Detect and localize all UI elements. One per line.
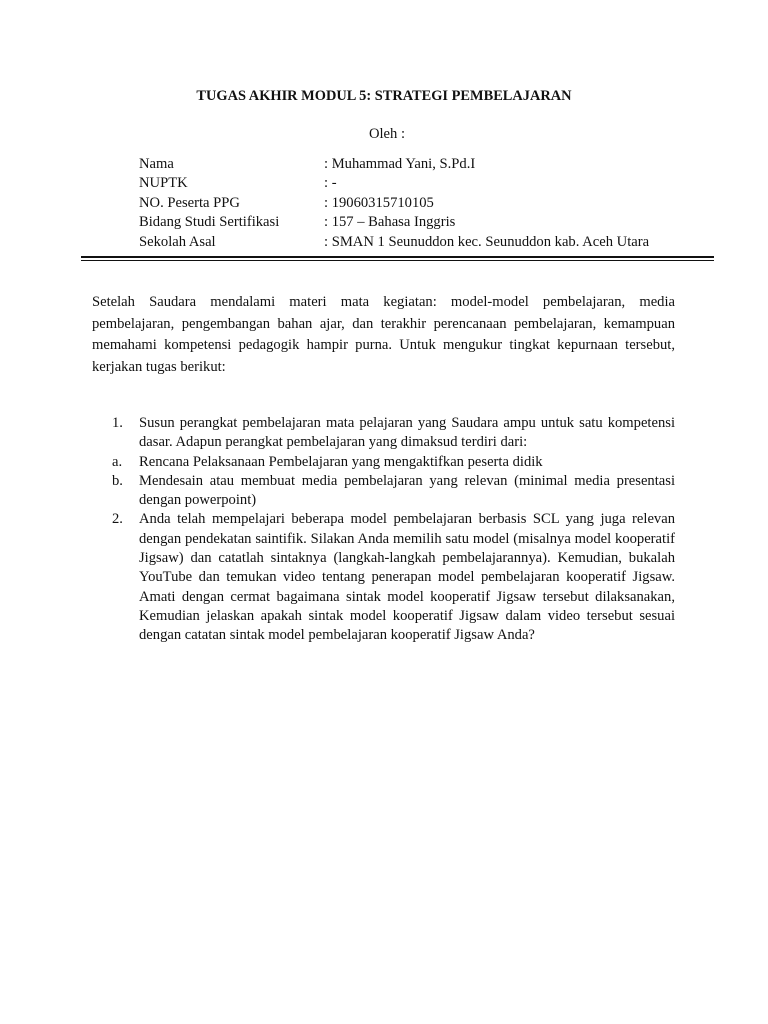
header-divider-thin: [81, 260, 714, 261]
list-item: [112, 453, 675, 472]
info-label: Nama: [139, 156, 174, 172]
info-row-school: [139, 233, 719, 252]
info-value: : -: [324, 175, 337, 192]
info-label: NUPTK: [139, 175, 188, 192]
info-value: : 19060315710105: [324, 194, 434, 211]
list-item-text: Rencana Pelaksanaan Pembelajaran yang mengaktifkan peserta didik: [139, 453, 543, 470]
page-title: TUGAS AKHIR MODUL 5: STRATEGI PEMBELAJARAN: [196, 88, 572, 104]
intro-paragraph: Setelah Saudara mendalami materi mata kegiatan: model-model pembelajaran, media pembelajaran, pengembangan bahan ajar, dan terakhir perencanaan pembelajaran, kemampuan memahami kompetensi pedagogik hampir purna. Untuk mengukur tingkat kepurnaan tersebut, kerjakan tugas berikut:: [92, 294, 675, 375]
info-value: : SMAN 1 Seunuddon kec. Seunuddon kab. Aceh Utara: [324, 233, 650, 250]
info-label: Sekolah Asal: [139, 233, 216, 250]
byline: Oleh :: [368, 126, 406, 142]
list-item: [112, 510, 675, 645]
list-item-text: Mendesain atau membuat media pembelajaran yang relevan (minimal media presentasi dengan powerpoint): [139, 472, 675, 509]
list-marker: 2.: [112, 511, 123, 528]
list-item-text: Susun perangkat pembelajaran mata pelajaran yang Saudara ampu untuk satu kompetensi dasar. Adapun perangkat pembelajaran yang dimaksud terdiri dari:: [139, 415, 675, 451]
info-value: : Muhammad Yani, S.Pd.I: [324, 156, 476, 172]
info-row-name: [139, 155, 719, 174]
author-info: [139, 155, 719, 252]
info-row-field-of-study: [139, 213, 719, 232]
list-item: [112, 472, 675, 511]
info-row-participant-number: [139, 194, 719, 213]
list-item-text: Anda telah mempelajari beberapa model pembelajaran berbasis SCL yang juga relevan dengan pendekatan saintifik. Silakan Anda memilih satu model (misalnya model kooperatif Jigsaw) dan catatlah sintaknya (langkah-langkah pembelajarannya). Kemudian, bukalah YouTube dan temukan video tentang penerapan model pembelajaran kooperatif Jigsaw. Amati dengan cermat bagaimana sintak model kooperatif Jigsaw tersebut dilaksanakan, Kemudian jelaskan apakah sintak model kooperatif Jigsaw dalam video tersebut sesuai dengan catatan sintak model pembelajaran kooperatif Jigsaw Anda?: [139, 511, 675, 644]
list-marker: a.: [112, 453, 123, 470]
header-divider: [81, 256, 714, 258]
list-marker: 1.: [112, 415, 123, 431]
info-row-nuptk: [139, 174, 719, 193]
list-marker: b.: [112, 472, 123, 489]
info-label: Bidang Studi Sertifikasi: [139, 214, 280, 231]
task-list: [112, 414, 675, 646]
info-value: : 157 – Bahasa Inggris: [324, 214, 456, 231]
info-label: NO. Peserta PPG: [139, 194, 240, 211]
list-item: [112, 414, 675, 453]
